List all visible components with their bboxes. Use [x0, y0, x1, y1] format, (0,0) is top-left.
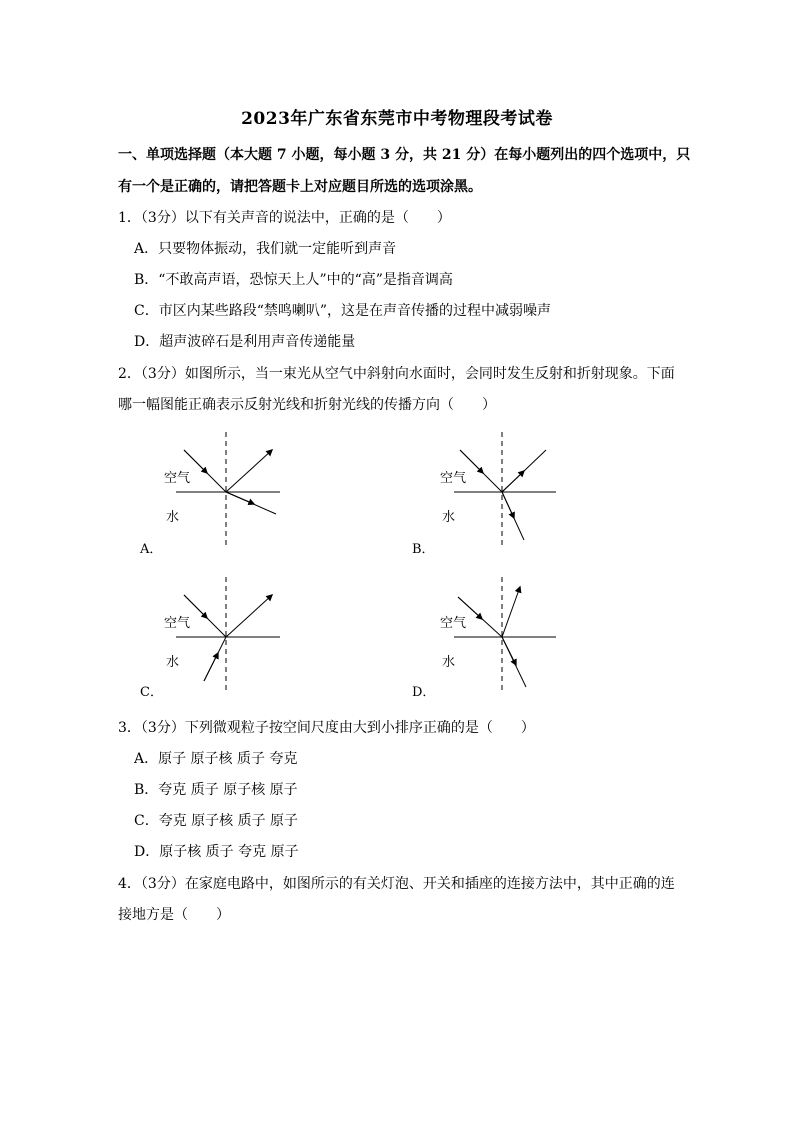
question-2-stem-line2: 哪一幅图能正确表示反射光线和折射光线的传播方向（ ）: [118, 397, 496, 413]
question-1-option-d: D．超声波碎石是利用声音传递能量: [134, 334, 356, 350]
figure-c-air-label: 空气: [164, 616, 191, 631]
figure-d-air-label: 空气: [440, 616, 467, 631]
reflected-ray: [502, 587, 520, 637]
figure-b-label: B．: [412, 542, 435, 557]
section-heading-line2: 有一个是正确的，请把答题卡上对应题目所选的选项涂黑。: [118, 179, 482, 195]
incident-ray-arrow: [184, 450, 207, 473]
question-1-option-b: B．“不敢高声语，恐惊天上人”中的“高”是指音调高: [134, 272, 453, 288]
question-1-option-a: A．只要物体振动，我们就一定能听到声音: [134, 241, 397, 257]
question-1-option-c: C．市区内某些路段“禁鸣喇叭”，这是在声音传播的过程中减弱噪声: [134, 303, 552, 319]
figure-a-air-label: 空气: [164, 471, 191, 486]
refracted-ray-arrow: [502, 637, 516, 665]
question-3-option-c: C．夸克 原子核 质子 原子: [134, 813, 299, 829]
question-3-option-d: D．原子核 质子 夸克 原子: [134, 844, 299, 860]
question-1-stem: 1．（3分）以下有关声音的说法中，正确的是（ ）: [118, 210, 451, 226]
figure-a-water-label: 水: [166, 510, 180, 525]
refracted-ray-arrow: [502, 492, 514, 518]
reflected-ray: [226, 595, 272, 637]
figure-d-label: D．: [412, 685, 436, 700]
figure-b-diagram: [436, 428, 566, 552]
page-title: 2023年广东省东莞市中考物理段考试卷: [241, 109, 553, 129]
section-heading-line1: 一、单项选择题（本大题 7 小题，每小题 3 分，共 21 分）在每小题列出的四个选项中，只: [118, 147, 691, 163]
refracted-ray-arrow: [204, 653, 218, 681]
figure-b-air-label: 空气: [440, 471, 467, 486]
refracted-ray-arrow: [226, 492, 254, 504]
question-3-stem: 3．（3分）下列微观粒子按空间尺度由大到小排序正确的是（ ）: [118, 720, 535, 736]
incident-ray-arrow: [460, 450, 483, 473]
figure-d-water-label: 水: [442, 655, 456, 670]
question-3-option-a: A．原子 原子核 质子 夸克: [134, 751, 298, 767]
figure-c-water-label: 水: [166, 655, 180, 670]
question-2-stem-line1: 2．（3分）如图所示，当一束光从空气中斜射向水面时，会同时发生反射和折射现象。下面: [118, 366, 675, 382]
incident-ray-arrow: [458, 597, 482, 619]
figure-b-water-label: 水: [442, 510, 456, 525]
figure-c-diagram: [160, 573, 290, 697]
question-4-stem-line1: 4．（3分）在家庭电路中，如图所示的有关灯泡、开关和插座的连接方法中，其中正确的连: [118, 876, 675, 892]
question-4-stem-line2: 接地方是（ ）: [118, 907, 230, 923]
figure-c-label: C．: [140, 685, 163, 700]
figure-a-diagram: [160, 428, 290, 552]
reflected-ray-arrow: [502, 471, 524, 492]
question-3-option-b: B．夸克 质子 原子核 原子: [134, 782, 298, 798]
reflected-ray: [226, 450, 272, 492]
incident-ray-arrow: [184, 595, 207, 618]
figure-a-label: A．: [140, 542, 163, 557]
figure-d-diagram: [436, 573, 566, 697]
